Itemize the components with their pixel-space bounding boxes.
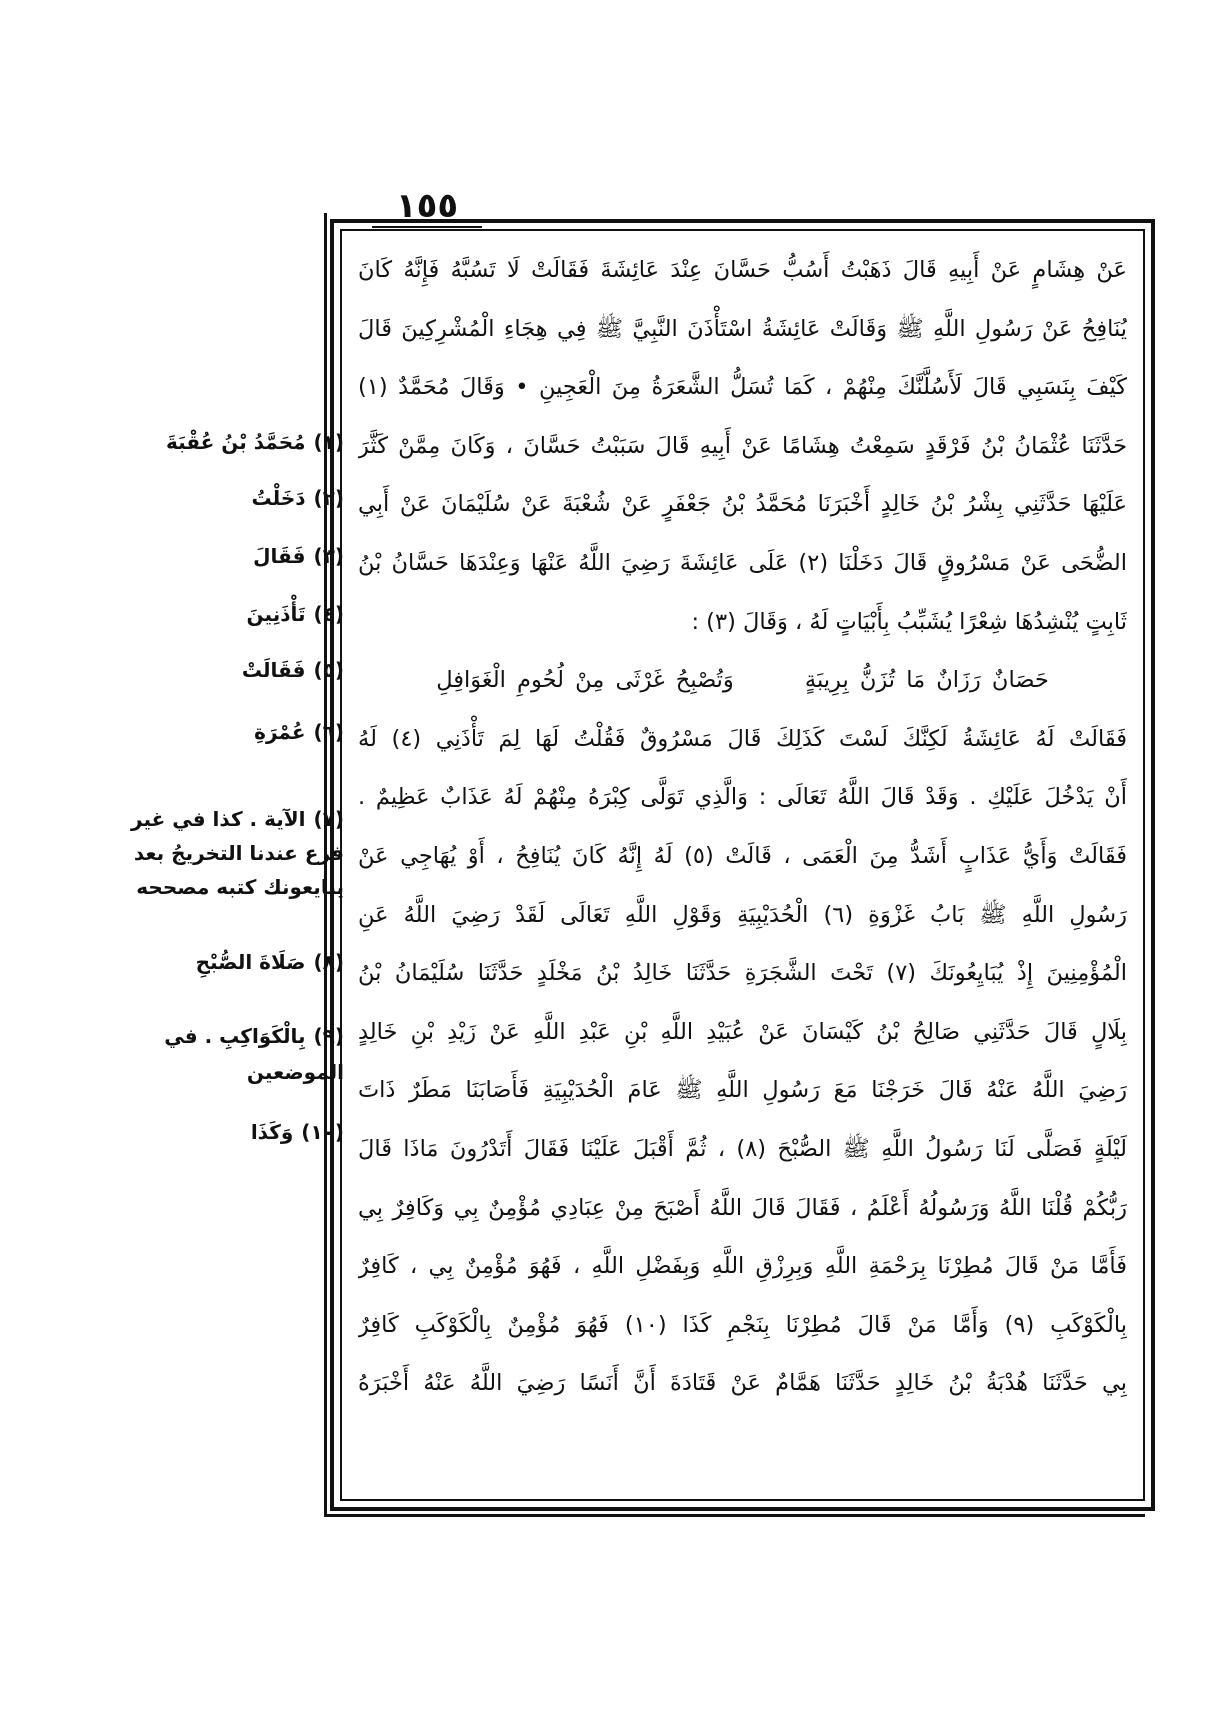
- note-text: عُمْرَةِ: [254, 720, 306, 744]
- text-line-12: رَسُولِ اللَّهِ ﷺ بَابُ غَزْوَةِ (٦) الْحُدَيْبِيَةِ وَقَوْلِ اللَّهِ تَعَالَى لَقَدْ رَضِيَ اللَّهُ عَنِ: [358, 901, 1127, 928]
- text-line-18: فَأَمَّا مَنْ قَالَ مُطِرْنَا بِرَحْمَةِ اللَّهِ وَبِرِزْقِ اللَّهِ وَبِفَضْلِ اللَّهِ ، فَهُوَ مُؤْمِنٌ بِي ، كَافِرٌ: [358, 1253, 1127, 1280]
- margin-note-10: [251, 1120, 344, 1144]
- text-line-2: يُنَافِحُ عَنْ رَسُولِ اللَّهِ ﷺ وَقَالَتْ عَائِشَةُ اسْتَأْذَنَ النَّبِيَّ ﷺ فِي هِجَاءِ الْمُشْرِكِينَ قَالَ: [358, 315, 1127, 342]
- main-text: [358, 241, 1127, 1413]
- margin-note-4: [247, 602, 344, 626]
- text-line-5: عَلَيْهَا حَدَّثَنِي بِشْرُ بْنُ خَالِدٍ أَخْبَرَنَا مُحَمَّدُ بْنُ جَعْفَرٍ عَنْ شُعْبَةَ عَنْ سُلَيْمَانَ عَنْ أَبِي: [358, 491, 1127, 518]
- note-text: صَلَاةَ الصُّبْحِ: [195, 950, 306, 974]
- margin-note-9: [164, 1018, 344, 1090]
- poem-hemistich-first: حَصَانٌ رَزَانٌ مَا تُزَنُّ بِرِيبَةٍ: [804, 667, 1049, 694]
- text-line-3: كَيْفَ بِنَسَبِي قَالَ لَأَسُلَّنَّكَ مِنْهُمْ ، كَمَا تُسَلُّ الشَّعَرَةُ مِنَ الْعَجِينِ • وَقَالَ مُحَمَّدٌ (١): [358, 374, 1127, 401]
- note-number: (٥): [313, 658, 344, 682]
- text-line-19: بِالْكَوْكَبِ (٩) وَأَمَّا مَنْ قَالَ مُطِرْنَا بِنَجْمِ كَذَا (١٠) فَهُوَ مُؤْمِنٌ بِالْكَوْكَبِ كَافِرٌ: [358, 1311, 1127, 1338]
- poem-verse: [358, 651, 1127, 710]
- note-number: (١): [313, 430, 344, 454]
- text-line-1: عَنْ هِشَامٍ عَنْ أَبِيهِ قَالَ ذَهَبْتُ أَسُبُّ حَسَّانَ عِنْدَ عَائِشَةَ فَقَالَتْ لَا تَسُبَّهُ فَإِنَّهُ كَانَ: [358, 257, 1127, 283]
- text-line-9: فَقَالَتْ لَهُ عَائِشَةُ لَكِنَّكَ لَسْتَ كَذَلِكَ قَالَ مَسْرُوقٌ فَقُلْتُ لَهَا لِمَ تَأْذَنِي (٤) لَهُ: [358, 725, 1127, 752]
- margin-note-1: [166, 430, 344, 454]
- margin-note-5: [242, 658, 344, 682]
- note-continuation: يبايعونك كتبه مصححه: [136, 875, 344, 899]
- note-number: (٧): [313, 807, 344, 831]
- poem-hemistich-second: وَتُصْبِحُ غَرْثَى مِنْ لُحُومِ الْغَوَافِلِ: [436, 667, 734, 694]
- text-line-14: بِلَالٍ قَالَ حَدَّثَنِي صَالِحُ بْنُ كَيْسَانَ عَنْ عُبَيْدِ اللَّهِ بْنِ عَبْدِ اللَّهِ عَنْ زَيْدِ بْنِ خَالِدٍ: [358, 1018, 1127, 1045]
- text-line-6: الضُّحَى عَنْ مَسْرُوقٍ قَالَ دَخَلْنَا (٢) عَلَى عَائِشَةَ رَضِيَ اللَّهُ عَنْهَا وَعِنْدَهَا حَسَّانُ بْنُ: [358, 549, 1127, 576]
- text-line-10: أَنْ يَدْخُلَ عَلَيْكِ . وَقَدْ قَالَ اللَّهُ تَعَالَى : وَالَّذِي تَوَلَّى كِبْرَهُ مِنْهُمْ لَهُ عَذَابٌ عَظِيمٌ .: [358, 784, 1127, 811]
- text-line-4: حَدَّثَنَا عُثْمَانُ بْنُ فَرْقَدٍ سَمِعْتُ هِشَامًا عَنْ أَبِيهِ قَالَ سَبَبْتُ حَسَّانَ ، وَكَانَ مِمَّنْ كَثَّرَ: [358, 432, 1127, 459]
- note-number: (١٠): [301, 1120, 344, 1144]
- note-text: تَأْذَنِينَ: [246, 602, 306, 626]
- page-number: ١٥٥: [372, 186, 482, 228]
- text-line-7: ثَابِتٍ يُنْشِدُهَا شِعْرًا يُشَبِّبُ بِأَبْيَاتٍ لَهُ ، وَقَالَ (٣) :: [691, 608, 1127, 635]
- note-text: دَخَلْتُ: [251, 486, 306, 510]
- text-line-11: فَقَالَتْ وَأَيُّ عَذَابٍ أَشَدُّ مِنَ الْعَمَى ، قَالَتْ (٥) لَهُ إِنَّهُ كَانَ يُنَافِحُ ، أَوْ يُهَاجِي عَنْ: [358, 842, 1127, 869]
- main-text-frame: [330, 219, 1155, 1511]
- text-line-17: رَبُّكُمْ قُلْنَا اللَّهُ وَرَسُولُهُ أَعْلَمُ ، فَقَالَ قَالَ اللَّهُ أَصْبَحَ مِنْ عِبَادِي مُؤْمِنٌ بِي وَكَافِرٌ بِي: [358, 1194, 1127, 1221]
- text-line-13: الْمُؤْمِنِينَ إِذْ يُبَايِعُونَكَ (٧) تَحْتَ الشَّجَرَةِ حَدَّثَنَا خَالِدُ بْنُ مَخْلَدٍ حَدَّثَنَا سُلَيْمَانُ بْنُ: [358, 960, 1127, 987]
- note-text: الآية . كذا في غير: [131, 807, 306, 831]
- note-text: مُحَمَّدُ بْنُ عُقْبَةَ: [165, 430, 306, 454]
- margin-note-6: [254, 720, 344, 744]
- note-number: (٨): [313, 950, 344, 974]
- margin-note-2: [251, 486, 344, 510]
- note-continuation: فرع عندنا التخريجُ بعد: [133, 841, 344, 865]
- text-line-15: رَضِيَ اللَّهُ عَنْهُ قَالَ خَرَجْنَا مَعَ رَسُولِ اللَّهِ ﷺ عَامَ الْحُدَيْبِيَةِ فَأَصَابَنَا مَطَرٌ ذَاتَ: [358, 1077, 1127, 1104]
- note-text: بِالْكَوَاكِبِ . في: [164, 1024, 306, 1048]
- margin-note-3: [253, 544, 344, 568]
- note-text: فَقَالَ: [253, 544, 306, 568]
- note-text: فَقَالَتْ: [241, 658, 306, 682]
- margin-note-8: [196, 950, 344, 974]
- note-number: (٣): [313, 544, 344, 568]
- note-number: (٦): [313, 720, 344, 744]
- note-number: (٩): [313, 1024, 344, 1048]
- margin-note-7: [131, 802, 344, 904]
- text-line-20: بِي حَدَّثَنَا هُدْبَةُ بْنُ خَالِدٍ حَدَّثَنَا هَمَّامٌ عَنْ قَتَادَةَ أَنَّ أَنَسًا رَضِيَ اللَّهُ عَنْهُ أَخْبَرَهُ: [358, 1370, 1127, 1397]
- note-text: وَكَذَا: [250, 1120, 294, 1144]
- text-line-16: لَيْلَةٍ فَصَلَّى لَنَا رَسُولُ اللَّهِ ﷺ الصُّبْحَ (٨) ، ثُمَّ أَقْبَلَ عَلَيْنَا فَقَالَ أَتَدْرُونَ مَاذَا قَالَ: [358, 1135, 1127, 1162]
- note-number: (٤): [313, 602, 344, 626]
- note-number: (٢): [313, 486, 344, 510]
- note-continuation: الموضعين: [246, 1060, 344, 1084]
